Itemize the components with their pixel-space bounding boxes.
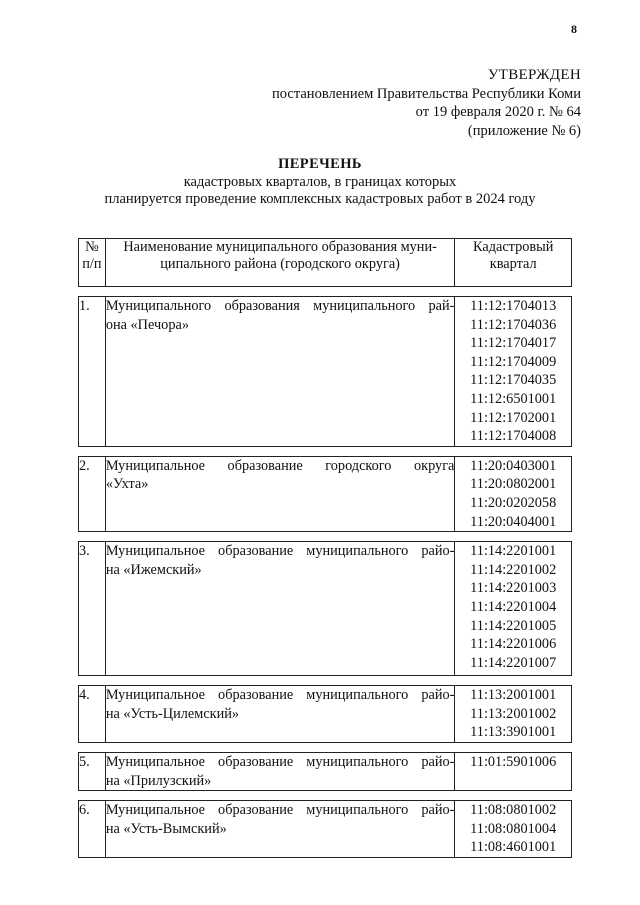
- subtitle-line: планируется проведение комплексных кадастровых работ в 2024 году: [104, 191, 536, 207]
- table-row: [79, 752, 572, 790]
- cadastral-quarter-number: 11:08:0801002: [470, 802, 557, 819]
- table-header-row: [79, 239, 572, 287]
- cadastral-quarter-number: 11:20:0404001: [470, 513, 557, 530]
- row-number: 6.: [79, 801, 106, 858]
- municipality-name-line: Муниципальное образование городского округа: [105, 457, 455, 474]
- cadastral-quarter-number: 11:08:0801004: [470, 820, 557, 837]
- approval-heading: УТВЕРЖДЕН: [487, 67, 581, 83]
- cadastral-quarter-number: 11:14:2201002: [470, 561, 557, 578]
- cadastral-quarters: [455, 297, 572, 447]
- cadastral-quarter-number: 11:14:2201004: [470, 598, 557, 615]
- municipality-name-line: Муниципальное образование муниципального райо-: [105, 543, 455, 560]
- header-name: Наименование муниципального образования муни- ципального района (городского округа): [105, 239, 455, 287]
- approval-line: постановлением Правительства Республики Коми: [272, 85, 581, 102]
- document-subtitle: [0, 174, 640, 208]
- cadastral-quarter-number: 11:14:2201003: [470, 580, 557, 597]
- header-quarter: Кадастровый квартал: [455, 239, 572, 287]
- cadastral-quarter-number: 11:20:0403001: [470, 457, 557, 474]
- cadastral-quarter-number: 11:08:4601001: [470, 839, 557, 856]
- row-spacer: [79, 287, 572, 297]
- table-row: [79, 297, 572, 447]
- cadastral-quarters: [455, 801, 572, 858]
- subtitle-line: кадастровых кварталов, в границах которых: [183, 174, 457, 190]
- document-title: ПЕРЕЧЕНЬ: [278, 156, 362, 172]
- cadastral-quarters: [455, 542, 572, 676]
- row-number: 4.: [79, 686, 106, 743]
- approval-line: от 19 февраля 2020 г. № 64: [415, 104, 581, 121]
- municipality-name-line: на «Ижемский»: [105, 561, 202, 578]
- row-spacer: [79, 742, 572, 752]
- cadastral-table: [78, 238, 572, 858]
- page-number: 8: [571, 22, 577, 36]
- row-spacer: [79, 532, 572, 542]
- cadastral-quarter-number: 11:12:1704013: [470, 298, 557, 314]
- municipality-name-line: Муниципальное образование муниципального райо-: [105, 802, 455, 819]
- cadastral-quarter-number: 11:01:5901006: [470, 753, 557, 770]
- cadastral-quarter-number: 11:20:0802001: [470, 476, 557, 493]
- cadastral-quarter-number: 11:14:2201007: [470, 654, 557, 671]
- row-number: 5.: [79, 752, 106, 790]
- municipality-name: [105, 752, 455, 790]
- row-spacer: [79, 791, 572, 801]
- municipality-name: [105, 456, 455, 531]
- municipality-name: [105, 542, 455, 676]
- table-row: [79, 686, 572, 743]
- municipality-name: [105, 686, 455, 743]
- header-number: № п/п: [79, 239, 106, 287]
- cadastral-quarter-number: 11:14:2201006: [470, 636, 557, 653]
- row-spacer: [79, 676, 572, 686]
- municipality-name-line: Муниципальное образование муниципального райо-: [105, 753, 455, 770]
- cadastral-quarter-number: 11:12:1704036: [470, 316, 557, 333]
- municipality-name: [105, 297, 455, 447]
- municipality-name-line: на «Усть-Вымский»: [105, 820, 227, 837]
- row-spacer: [79, 446, 572, 456]
- cadastral-quarter-number: 11:13:2001002: [470, 705, 557, 722]
- cadastral-quarter-number: 11:12:1704009: [470, 353, 557, 370]
- cadastral-quarter-number: 11:13:2001001: [470, 687, 557, 704]
- cadastral-quarter-number: 11:12:1704035: [470, 372, 557, 389]
- municipality-name-line: на «Усть-Цилемский»: [105, 705, 240, 722]
- municipality-name-line: Муниципальное образование муниципального райо-: [105, 687, 455, 704]
- cadastral-quarter-number: 11:12:6501001: [470, 390, 557, 407]
- municipality-name-line: на «Прилузский»: [105, 772, 212, 789]
- cadastral-quarter-number: 11:20:0202058: [470, 494, 557, 511]
- cadastral-quarter-number: 11:12:1704017: [470, 335, 557, 352]
- table-row: [79, 456, 572, 531]
- cadastral-quarters: [455, 686, 572, 743]
- cadastral-quarter-number: 11:12:1702001: [470, 409, 557, 426]
- table-row: [79, 801, 572, 858]
- row-number: 1.: [79, 297, 106, 447]
- table-row: [79, 542, 572, 676]
- row-number: 2.: [79, 456, 106, 531]
- cadastral-quarters: [455, 752, 572, 790]
- cadastral-quarter-number: 11:13:3901001: [470, 724, 557, 741]
- cadastral-quarter-number: 11:14:2201001: [470, 543, 557, 560]
- cadastral-quarters: [455, 456, 572, 531]
- approval-line: (приложение № 6): [467, 122, 581, 139]
- row-number: 3.: [79, 542, 106, 676]
- municipality-name-line: она «Печора»: [105, 316, 189, 333]
- municipality-name-line: Муниципального образования муниципального рай-: [105, 298, 455, 314]
- cadastral-quarter-number: 11:12:1704008: [470, 428, 557, 445]
- cadastral-quarter-number: 11:14:2201005: [470, 617, 557, 634]
- municipality-name: [105, 801, 455, 858]
- approval-stamp: [272, 66, 581, 140]
- municipality-name-line: «Ухта»: [105, 476, 149, 493]
